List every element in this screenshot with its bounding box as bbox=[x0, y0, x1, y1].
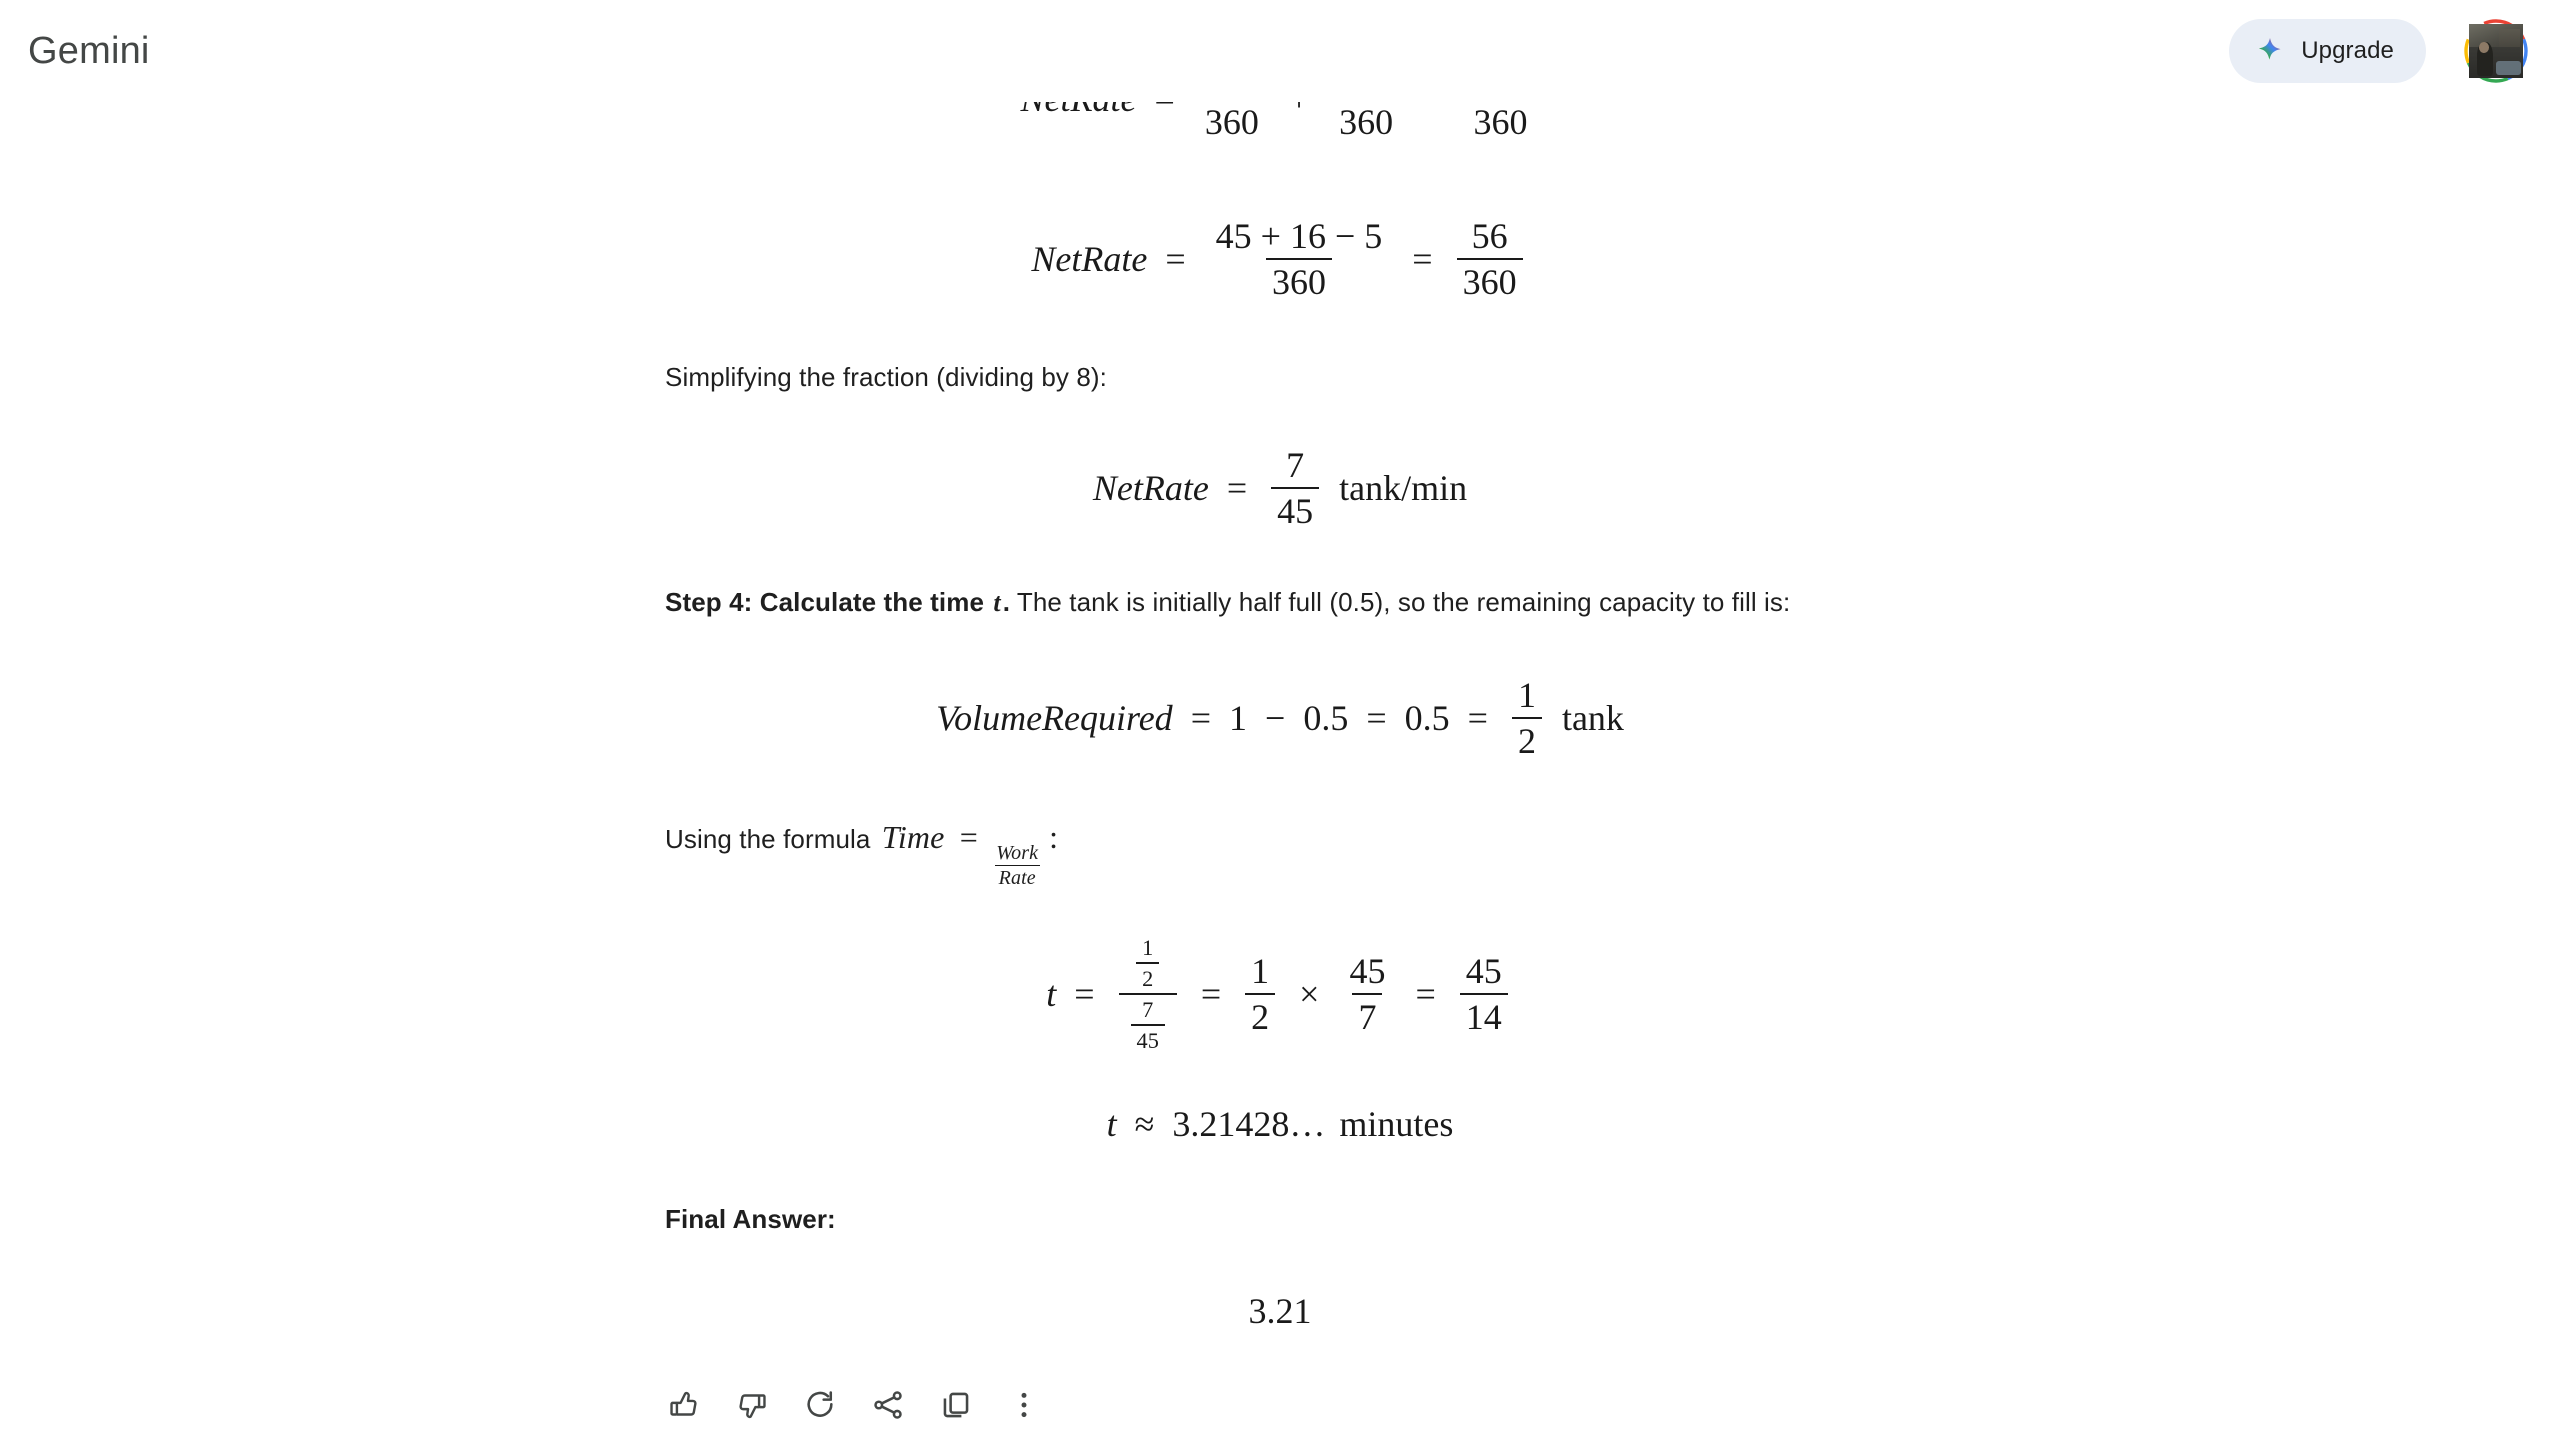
eq3-equals: = bbox=[1226, 468, 1248, 509]
top-bar-right-cluster bbox=[2229, 19, 2528, 83]
equation-final-value bbox=[0, 1290, 2560, 1332]
conversation-scroll-area[interactable] bbox=[0, 102, 2560, 1385]
paragraph-using-formula bbox=[665, 813, 2065, 889]
step4-rest: The tank is initially half full (0.5), so the remaining capacity to fill is: bbox=[1016, 586, 1791, 617]
eq5-frac-1: $\frac{1}{2}$ bbox=[1239, 951, 1281, 1038]
eq4-equals-2: = bbox=[1366, 698, 1387, 739]
eq5-frac-2: $\frac{45}{7}$ bbox=[1349, 951, 1386, 1038]
eq2-lhs: NetRate bbox=[1031, 239, 1148, 280]
final-value: 3.21 bbox=[1248, 1290, 1312, 1331]
eq2-frac-right: $\frac{56}{360}$ bbox=[1451, 216, 1529, 303]
eq2-frac-left: $\frac{45 + 16 - 5}{360}$ bbox=[1215, 216, 1383, 303]
eq1-frac-2: 360 bbox=[1327, 56, 1405, 143]
eq3-unit: tank/min bbox=[1339, 468, 1468, 509]
eq2-equals: = bbox=[1165, 239, 1186, 280]
eq6-approx: ≈ bbox=[1134, 1104, 1155, 1145]
eq6-unit: minutes bbox=[1339, 1104, 1454, 1145]
model-response-body bbox=[0, 102, 2560, 1434]
eq6-lhs: t bbox=[1106, 1104, 1117, 1145]
refresh-icon bbox=[803, 1388, 837, 1422]
response-action-bar bbox=[655, 1376, 2560, 1434]
thumb-up-icon bbox=[667, 1388, 701, 1422]
paragraph-simplifying: Simplifying the fraction (dividing by 8): bbox=[665, 361, 1107, 392]
thumb-up-button[interactable] bbox=[655, 1376, 713, 1434]
paragraph-step-4 bbox=[665, 582, 2065, 623]
eq4-frac: $\frac{1}{2}$ bbox=[1506, 675, 1548, 762]
using-formula-equals: = bbox=[959, 819, 978, 856]
upgrade-button-label: Upgrade bbox=[2301, 37, 2394, 64]
equation-netrate-partial bbox=[0, 102, 2560, 160]
equation-volume-required bbox=[0, 675, 2560, 762]
eq4-minus: − bbox=[1265, 698, 1286, 739]
eq5-equals-3: = bbox=[1415, 974, 1436, 1015]
eq1-frac-3: 360 bbox=[1461, 56, 1539, 143]
equation-time-solve bbox=[0, 935, 2560, 1053]
eq4-lhs: VolumeRequired bbox=[936, 698, 1173, 739]
eq4-unit: tank bbox=[1561, 698, 1624, 739]
eq1-frac-1: 360 bbox=[1193, 56, 1271, 143]
avatar-photo bbox=[2469, 24, 2523, 78]
avatar[interactable] bbox=[2464, 19, 2528, 83]
eq5-equals: = bbox=[1074, 974, 1095, 1015]
eq5-inner-num-frac: $\frac{1}{2}$ bbox=[1130, 935, 1165, 991]
eq5-inner-den-frac: $\frac{7}{45}$ bbox=[1125, 997, 1171, 1053]
eq4-equals-3: = bbox=[1467, 698, 1488, 739]
eq4-expr-1: 1 bbox=[1229, 698, 1247, 739]
using-formula-frac: $\frac{\text{Work}}{\text{Rate}}$ bbox=[996, 842, 1039, 890]
top-app-bar bbox=[0, 0, 2560, 102]
sparkle-icon bbox=[2255, 36, 2285, 66]
eq5-complex-frac bbox=[1113, 935, 1183, 1053]
eq6-value: 3.21428… bbox=[1172, 1104, 1326, 1145]
app-brand-title: Gemini bbox=[28, 29, 150, 72]
share-icon bbox=[871, 1388, 905, 1422]
share-button[interactable] bbox=[859, 1376, 917, 1434]
eq3-frac: $\frac{7}{45}$ bbox=[1265, 445, 1325, 532]
using-formula-prefix: Using the formula bbox=[665, 824, 871, 855]
eq5-lhs: t bbox=[1046, 974, 1057, 1015]
eq5-times: × bbox=[1299, 974, 1320, 1015]
step4-bold-period: . bbox=[1002, 586, 1011, 617]
more-options-icon bbox=[1007, 1388, 1041, 1422]
eq3-lhs: NetRate bbox=[1092, 468, 1209, 509]
copy-icon bbox=[939, 1388, 973, 1422]
more-options-button[interactable] bbox=[995, 1376, 1053, 1434]
step4-variable: t bbox=[993, 587, 1001, 617]
eq4-equals: = bbox=[1190, 698, 1211, 739]
paragraph-final-answer: Final Answer: bbox=[665, 1204, 836, 1235]
eq5-equals-2: = bbox=[1200, 974, 1222, 1015]
using-formula-time: Time bbox=[881, 819, 945, 856]
regenerate-button[interactable] bbox=[791, 1376, 849, 1434]
eq5-frac-3: $\frac{45}{14}$ bbox=[1454, 951, 1514, 1038]
thumb-down-button[interactable] bbox=[723, 1376, 781, 1434]
eq4-expr-2: 0.5 bbox=[1303, 698, 1349, 739]
equation-netrate-simplified bbox=[0, 445, 2560, 532]
eq4-expr-3: 0.5 bbox=[1404, 698, 1450, 739]
eq2-equals-2: = bbox=[1412, 239, 1433, 280]
equation-netrate-sum bbox=[0, 216, 2560, 303]
using-formula-colon: : bbox=[1049, 819, 1059, 856]
upgrade-button[interactable] bbox=[2229, 19, 2426, 83]
equation-time-approx bbox=[0, 1103, 2560, 1145]
step4-bold-lead: Step 4: Calculate the time bbox=[665, 586, 985, 617]
thumb-down-icon bbox=[735, 1388, 769, 1422]
copy-button[interactable] bbox=[927, 1376, 985, 1434]
